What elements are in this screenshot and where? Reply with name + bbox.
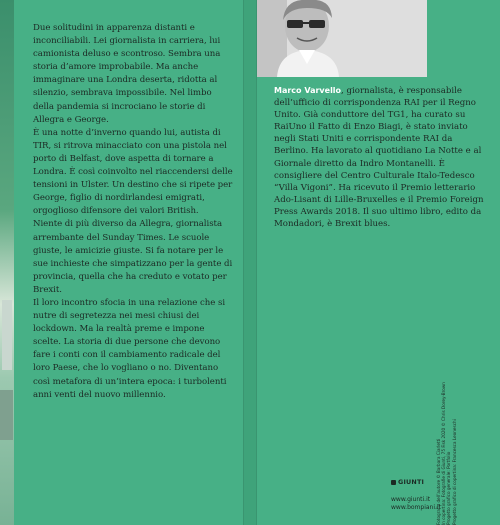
book-spine — [243, 0, 257, 525]
publisher-logo: GIUNTI — [398, 478, 425, 486]
author-bio-text: giornalista, è responsabile dell’ufficio di corrispondenza RAI per il Regno Unito. Già conduttore del TG1, ha curato su RaiUno il Fatto di Enzo Biagi, è stato inviato negli Stati Uniti e corrispondente RAI da Berlino. Ha lavorato al quotidiano La Notte e al Giornale diretto da Indro Montanelli. È consigliere del Centro Culturale Italo-Tedesco “Villa Vigoni”. Ha ricevuto il Premio letterario Ado-Lisant di Lille-Bruxelles e il Premio Foreign Press Awards 2018. Il suo ultimo libro, edito da Mondadori, è Brexit blues. — [274, 86, 484, 230]
blurb-paragraph: Due solitudini in apparenza distanti e inconciliabili. Lei giornalista in carriera, lui camionista deluso e scontroso. Sembra una storia d’amore improbabile. Ma anche immaginare una Londra deserta, ridotta al silenzio, sembrava impossibile. Nel limbo della pandemia si incrociano le storie di Allegra e George. — [33, 23, 221, 125]
image-credits — [436, 295, 457, 525]
back-cover-blurb — [33, 22, 233, 402]
author-portrait-image — [257, 0, 427, 77]
author-name: Marco Varvello — [274, 86, 342, 95]
author-photo — [257, 0, 427, 77]
cover-building — [0, 390, 13, 440]
website-link: www.bompiani.it — [391, 504, 441, 511]
credit-line: Fotografia dell’autore © Barbara Ciarletti — [436, 438, 441, 525]
author-bio: Marco Varvello, giornalista, è responsabile dell’ufficio di corrispondenza RAI per il Regno Unito. Già conduttore del TG1, ha curato su RaiUno il Fatto di Enzo Biagi, è stato inviato negli Stati Uniti e corrispondente RAI da Berlino. Ha lavorato al quotidiano La Notte e al Giornale diretto da Indro Montanelli. È consigliere del Centro Culturale Italo-Tedesco “Villa Vigoni”. Ha ricevuto il Premio letterario Ado-Lisant di Lille-Bruxelles e il Premio Foreign Press Awards 2018. Il suo ultimo libro, edito da Mondadori, è Brexit blues. — [274, 86, 484, 230]
giunti-logo-icon — [391, 480, 396, 485]
website-link: www.giunti.it — [391, 496, 431, 503]
cover-building — [2, 300, 12, 370]
credit-line: Progetto grafico di copertina: Francesca Leoneschi — [451, 419, 457, 525]
front-cover-edge-image — [0, 0, 14, 525]
blurb-paragraph: Il loro incontro sfocia in una relazione che si nutre di segretezza nei mesi chiusi dei lockdown. Ma la realtà preme e impone scelte. La storia di due persone che devono fare i conti con il cambiamento radicale del loro Paese, che lo vogliano o no. Diventano così metafora di un’intera epoca: i turbolenti anni venti del nuovo millennio. — [33, 297, 227, 400]
blurb-paragraph: È una notte d’inverno quando lui, autista di TIR, si ritrova minacciato con una pistola nel porto di Belfast, dove aspetta di tornare a Londra. È così coinvolto nel riaccendersi delle tensioni in Ulster. Un destino che si ripete per George, figlio di nordirlandesi emigrati, orgoglioso difensore dei valori British. — [33, 127, 233, 217]
credit-line: In copertina: Fotografie di Giunti, 75 Fisk 2020 © Chris Dorey-Brown — [441, 382, 447, 525]
blurb-paragraph: Niente di più diverso da Allegra, giornalista arrembante del Sunday Times. Le scuole giuste, le amicizie giuste. Si fa notare per le sue inchieste che simpatizzano per la gente di provincia, quella che ha creduto e votato per Brexit. — [33, 219, 233, 295]
credit-line: Progetto grafico generale: Portfolio — [446, 451, 452, 525]
publisher-websites — [391, 496, 441, 512]
